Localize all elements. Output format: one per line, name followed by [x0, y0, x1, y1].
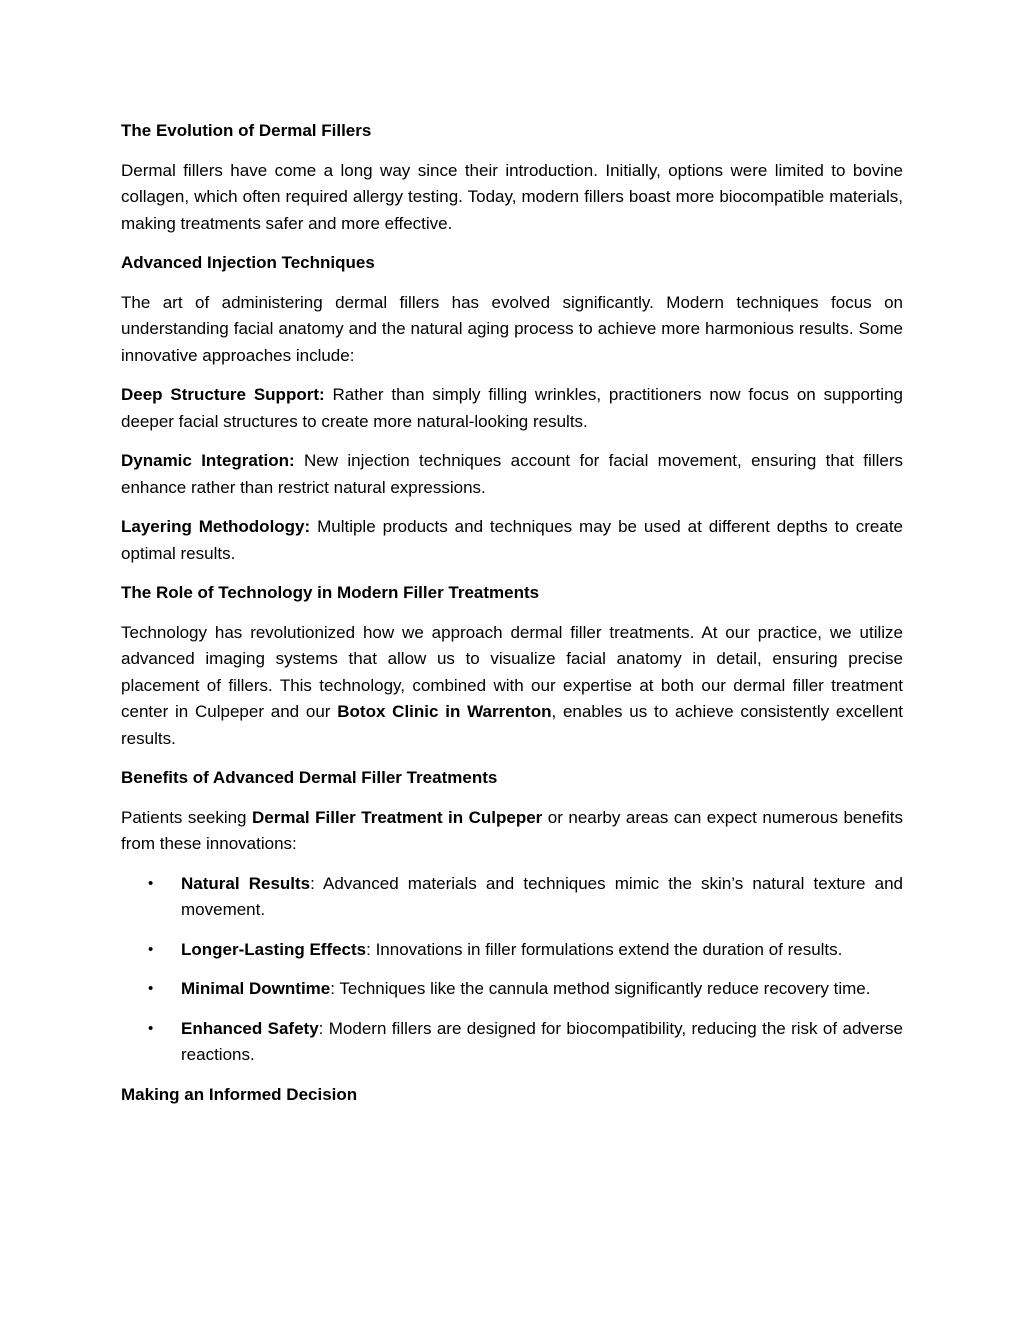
text-run: Technology has revolutionized how we approach dermal filler treatments. At our practice, we utilize advanced imaging systems that allow us to visualize facial anatomy in detail, ensuring precise placement of fillers. This technology, combined with our expertise at both our dermal filler treatment center in Culpeper and our [121, 622, 903, 721]
paragraph-technology [121, 620, 903, 753]
paragraph-techniques: The art of administering dermal fillers has evolved significantly. Modern techniques focus on understanding facial anatomy and the natural aging process to achieve more harmonious results. Some innovative approaches include: [121, 292, 903, 365]
technique-layering [121, 514, 903, 567]
benefit-text: : Techniques like the cannula method significantly reduce recovery time. [330, 979, 871, 998]
technique-text: Multiple products and techniques may be used at different depths to create optimal results. [121, 517, 904, 563]
technique-term: Deep Structure Support: [121, 385, 325, 404]
bullet-icon: • [148, 1019, 154, 1037]
technique-term: Layering Methodology: [121, 517, 311, 536]
technique-text: Rather than simply filling wrinkles, practitioners now focus on supporting deeper facial structures to create more natural-looking results. [121, 385, 903, 431]
section-heading-evolution: The Evolution of Dermal Fillers [121, 121, 372, 140]
paragraph-evolution: Dermal fillers have come a long way since their introduction. Initially, options were limited to bovine collagen, which often required allergy testing. Today, modern fillers boast more biocompatible materials, making treatments safer and more effective. [121, 160, 903, 233]
bullet-icon: • [148, 940, 154, 958]
technique-dynamic-integration [121, 448, 903, 501]
bullet-icon: • [148, 874, 154, 892]
text-run: or nearby areas can expect numerous benefits from these innovations: [121, 807, 903, 853]
document-content [121, 118, 903, 1121]
section-heading-techniques: Advanced Injection Techniques [121, 253, 375, 272]
section-heading-technology: The Role of Technology in Modern Filler Treatments [121, 583, 540, 602]
benefit-text: : Modern fillers are designed for biocompatibility, reducing the risk of adverse reactions. [181, 1018, 903, 1064]
section-heading-decision: Making an Informed Decision [121, 1084, 358, 1104]
benefits-list [121, 871, 903, 1069]
benefit-term: Enhanced Safety [181, 1018, 319, 1038]
text-run: , enables us to achieve consistently excellent results. [121, 702, 903, 748]
list-item [121, 937, 903, 964]
technique-text: New injection techniques account for facial movement, ensuring that fillers enhance rather than restrict natural expressions. [121, 451, 903, 497]
list-item [121, 976, 903, 1003]
paragraph-benefits-intro [121, 805, 903, 858]
list-item [121, 1016, 903, 1069]
benefit-term: Longer-Lasting Effects [181, 939, 367, 959]
section-heading-benefits: Benefits of Advanced Dermal Filler Treatments [121, 768, 498, 787]
list-item [121, 871, 903, 924]
technique-term: Dynamic Integration: [121, 451, 295, 470]
benefit-term: Minimal Downtime [181, 979, 331, 998]
benefit-text: : Advanced materials and techniques mimic the skin’s natural texture and movement. [181, 873, 903, 919]
link-dermal-filler-culpeper: Dermal Filler Treatment in Culpeper [252, 807, 543, 827]
bullet-icon: • [148, 980, 154, 997]
technique-deep-structure [121, 382, 903, 435]
benefit-term: Natural Results [181, 873, 311, 893]
benefit-text: : Innovations in filler formulations extend the duration of results. [366, 939, 843, 959]
text-run: Patients seeking [121, 807, 253, 827]
link-botox-clinic: Botox Clinic in Warrenton [337, 702, 552, 721]
